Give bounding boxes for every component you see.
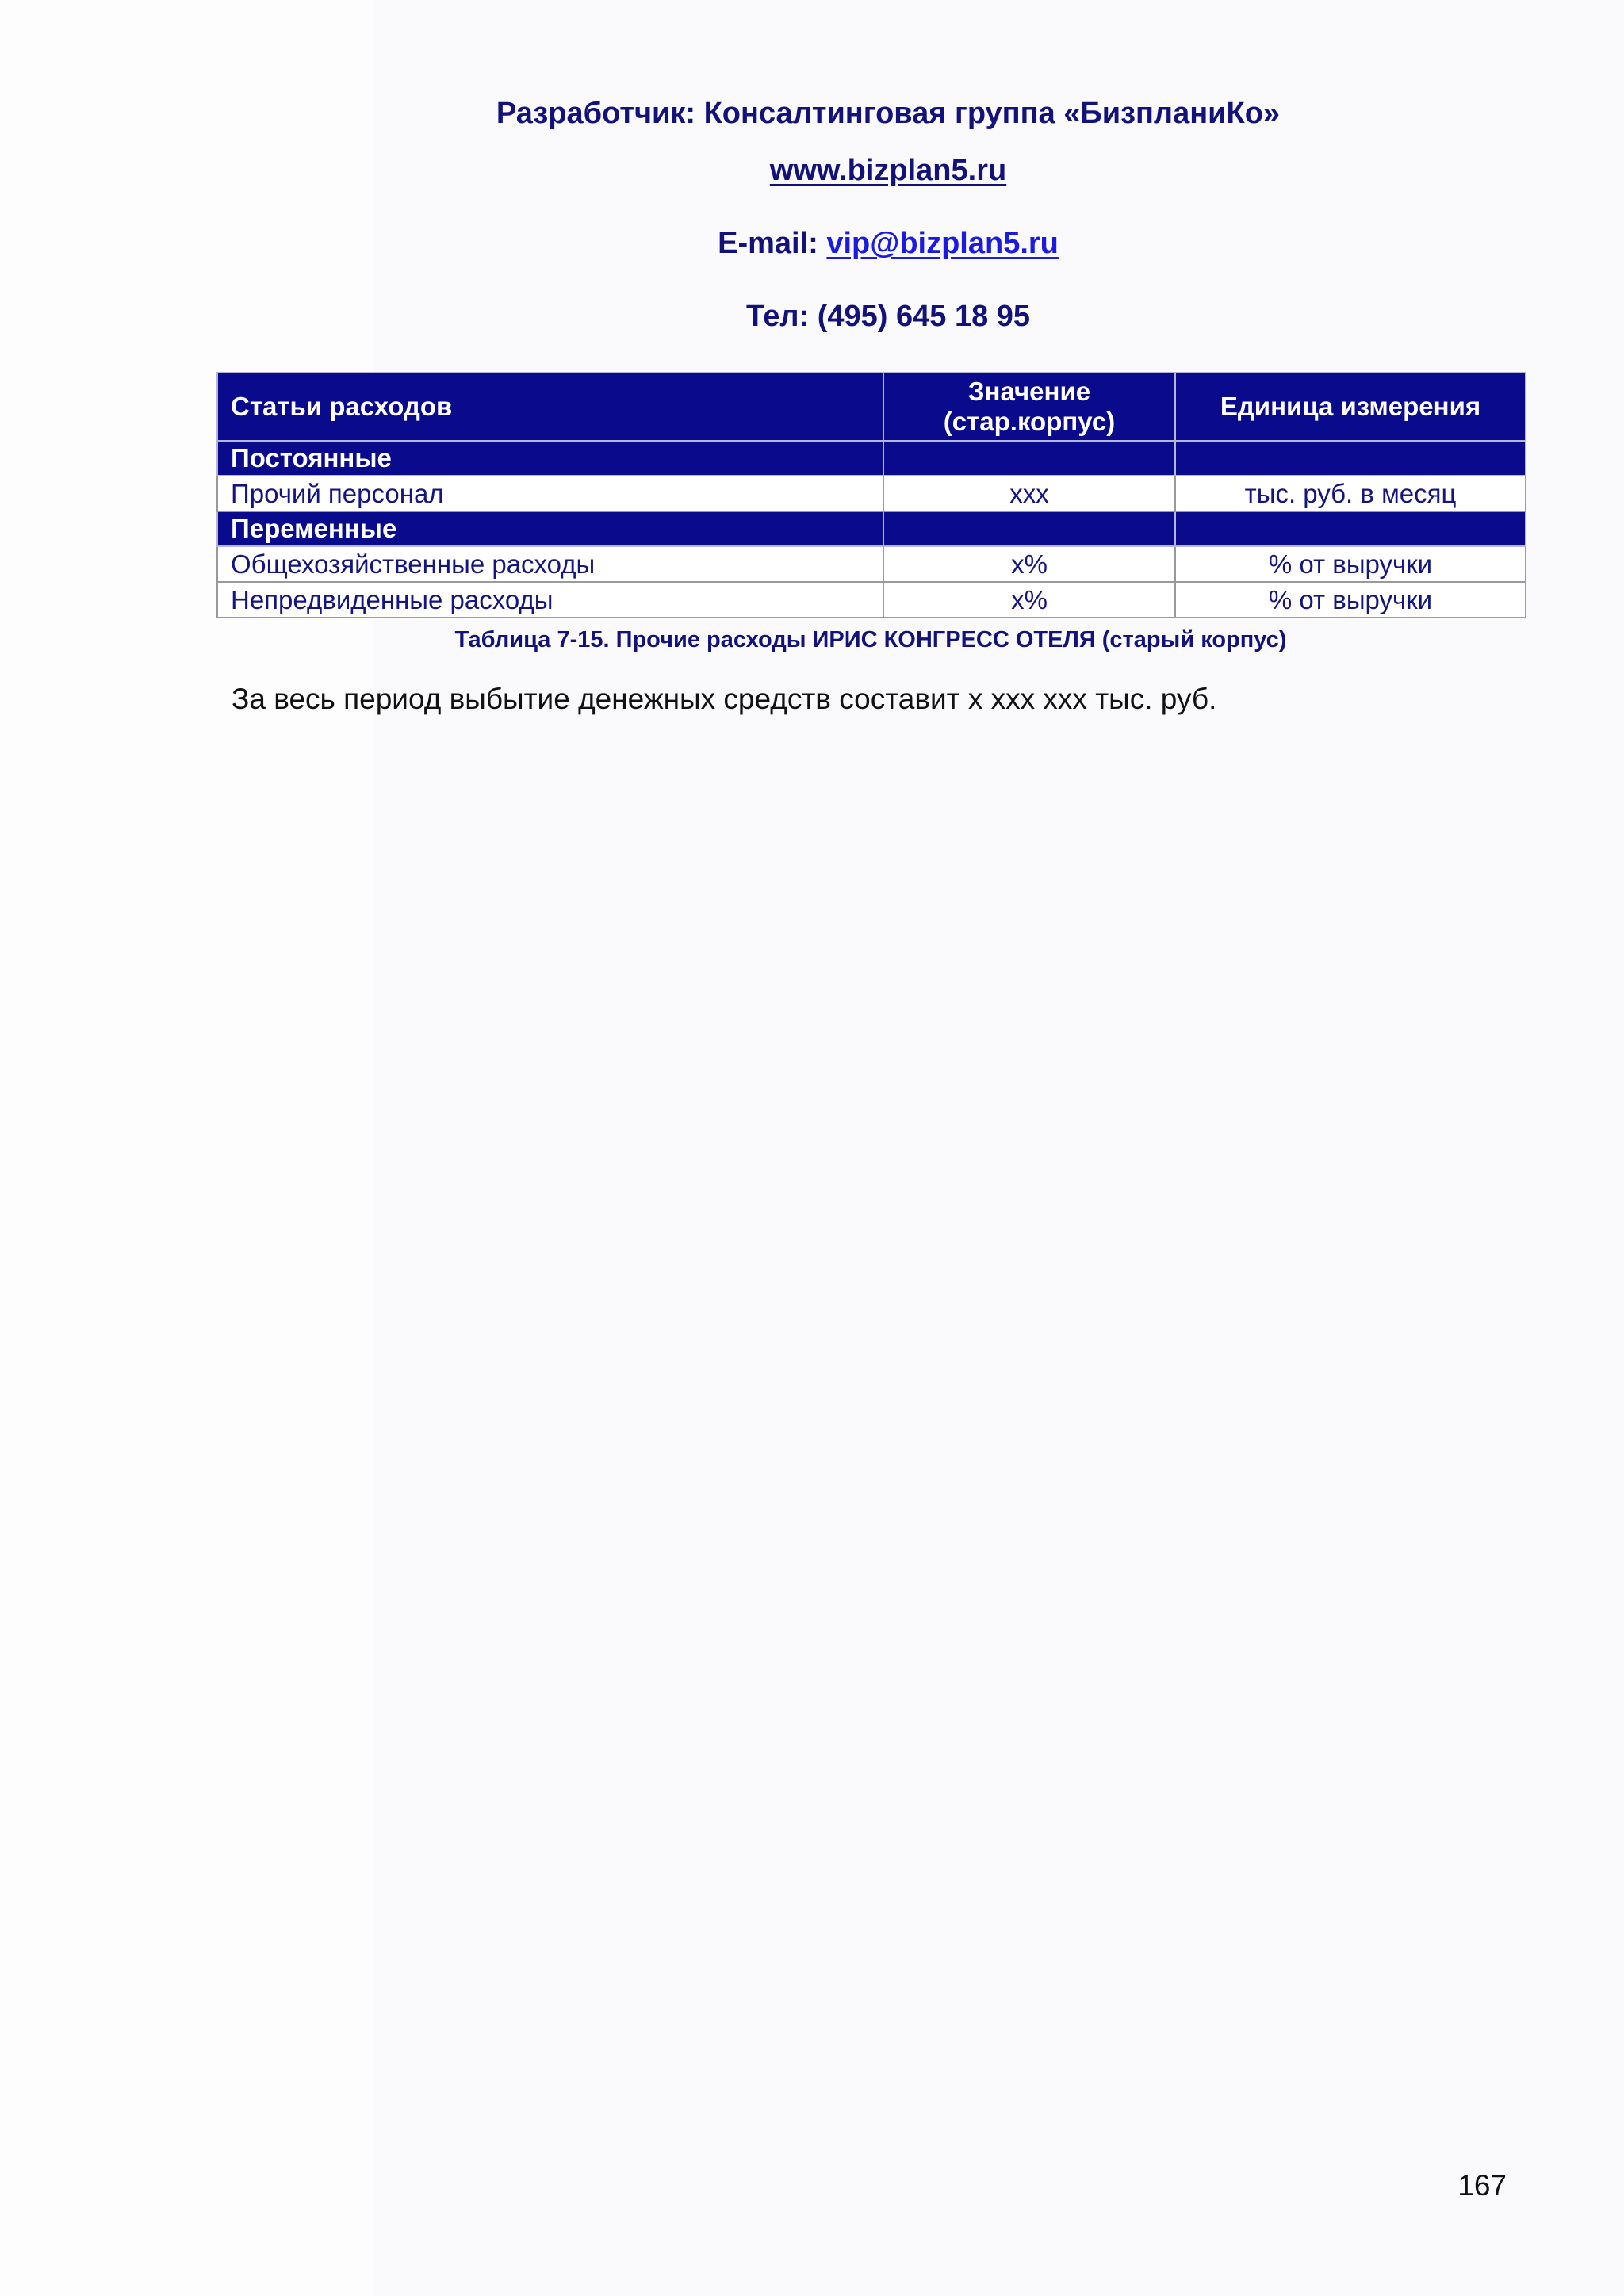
body-paragraph: За весь период выбытие денежных средств составит х ххх ххх тыс. руб. bbox=[232, 683, 1217, 715]
page-background bbox=[373, 0, 1624, 2296]
row-item: Прочий персонал bbox=[217, 476, 883, 511]
section-empty-cell bbox=[1175, 441, 1526, 476]
column-header-value bbox=[883, 373, 1175, 441]
section-empty-cell bbox=[883, 441, 1175, 476]
table-row bbox=[217, 582, 1526, 618]
company-title: Разработчик: Консалтинговая группа «БизпланиКо» bbox=[496, 97, 1281, 130]
section-title: Переменные bbox=[217, 511, 883, 546]
row-unit: % от выручки bbox=[1175, 582, 1526, 618]
website-link[interactable]: www.bizplan5.ru bbox=[769, 154, 1007, 187]
table-row bbox=[217, 476, 1526, 511]
row-unit: % от выручки bbox=[1175, 546, 1526, 582]
website-line bbox=[95, 152, 1624, 189]
phone-line: Тел: (495) 645 18 95 bbox=[745, 300, 1031, 333]
email-link[interactable]: vip@bizplan5.ru bbox=[826, 227, 1059, 260]
email-line bbox=[95, 225, 1624, 262]
row-value: ххх bbox=[883, 476, 1175, 511]
email-label: E-mail: bbox=[718, 227, 818, 260]
row-item: Общехозяйственные расходы bbox=[217, 546, 883, 582]
expenses-table bbox=[216, 372, 1526, 618]
row-value: х% bbox=[883, 546, 1175, 582]
table-caption: Таблица 7-15. Прочие расходы ИРИС КОНГРЕСС ОТЕЛЯ (старый корпус) bbox=[454, 627, 1287, 652]
row-unit: тыс. руб. в месяц bbox=[1175, 476, 1526, 511]
section-empty-cell bbox=[1175, 511, 1526, 546]
section-row-variable bbox=[217, 511, 1526, 546]
column-header-value-line1: Значение bbox=[967, 377, 1091, 406]
section-empty-cell bbox=[883, 511, 1175, 546]
section-title: Постоянные bbox=[217, 441, 883, 476]
table-row bbox=[217, 546, 1526, 582]
row-item: Непредвиденные расходы bbox=[217, 582, 883, 618]
section-row-fixed bbox=[217, 441, 1526, 476]
column-header-unit: Единица измерения bbox=[1175, 373, 1526, 441]
column-header-item: Статьи расходов bbox=[217, 373, 883, 441]
table-header-row bbox=[217, 373, 1526, 441]
row-value: х% bbox=[883, 582, 1175, 618]
column-header-value-line2: (стар.корпус) bbox=[943, 407, 1116, 436]
page-number: 167 bbox=[1457, 2169, 1507, 2202]
